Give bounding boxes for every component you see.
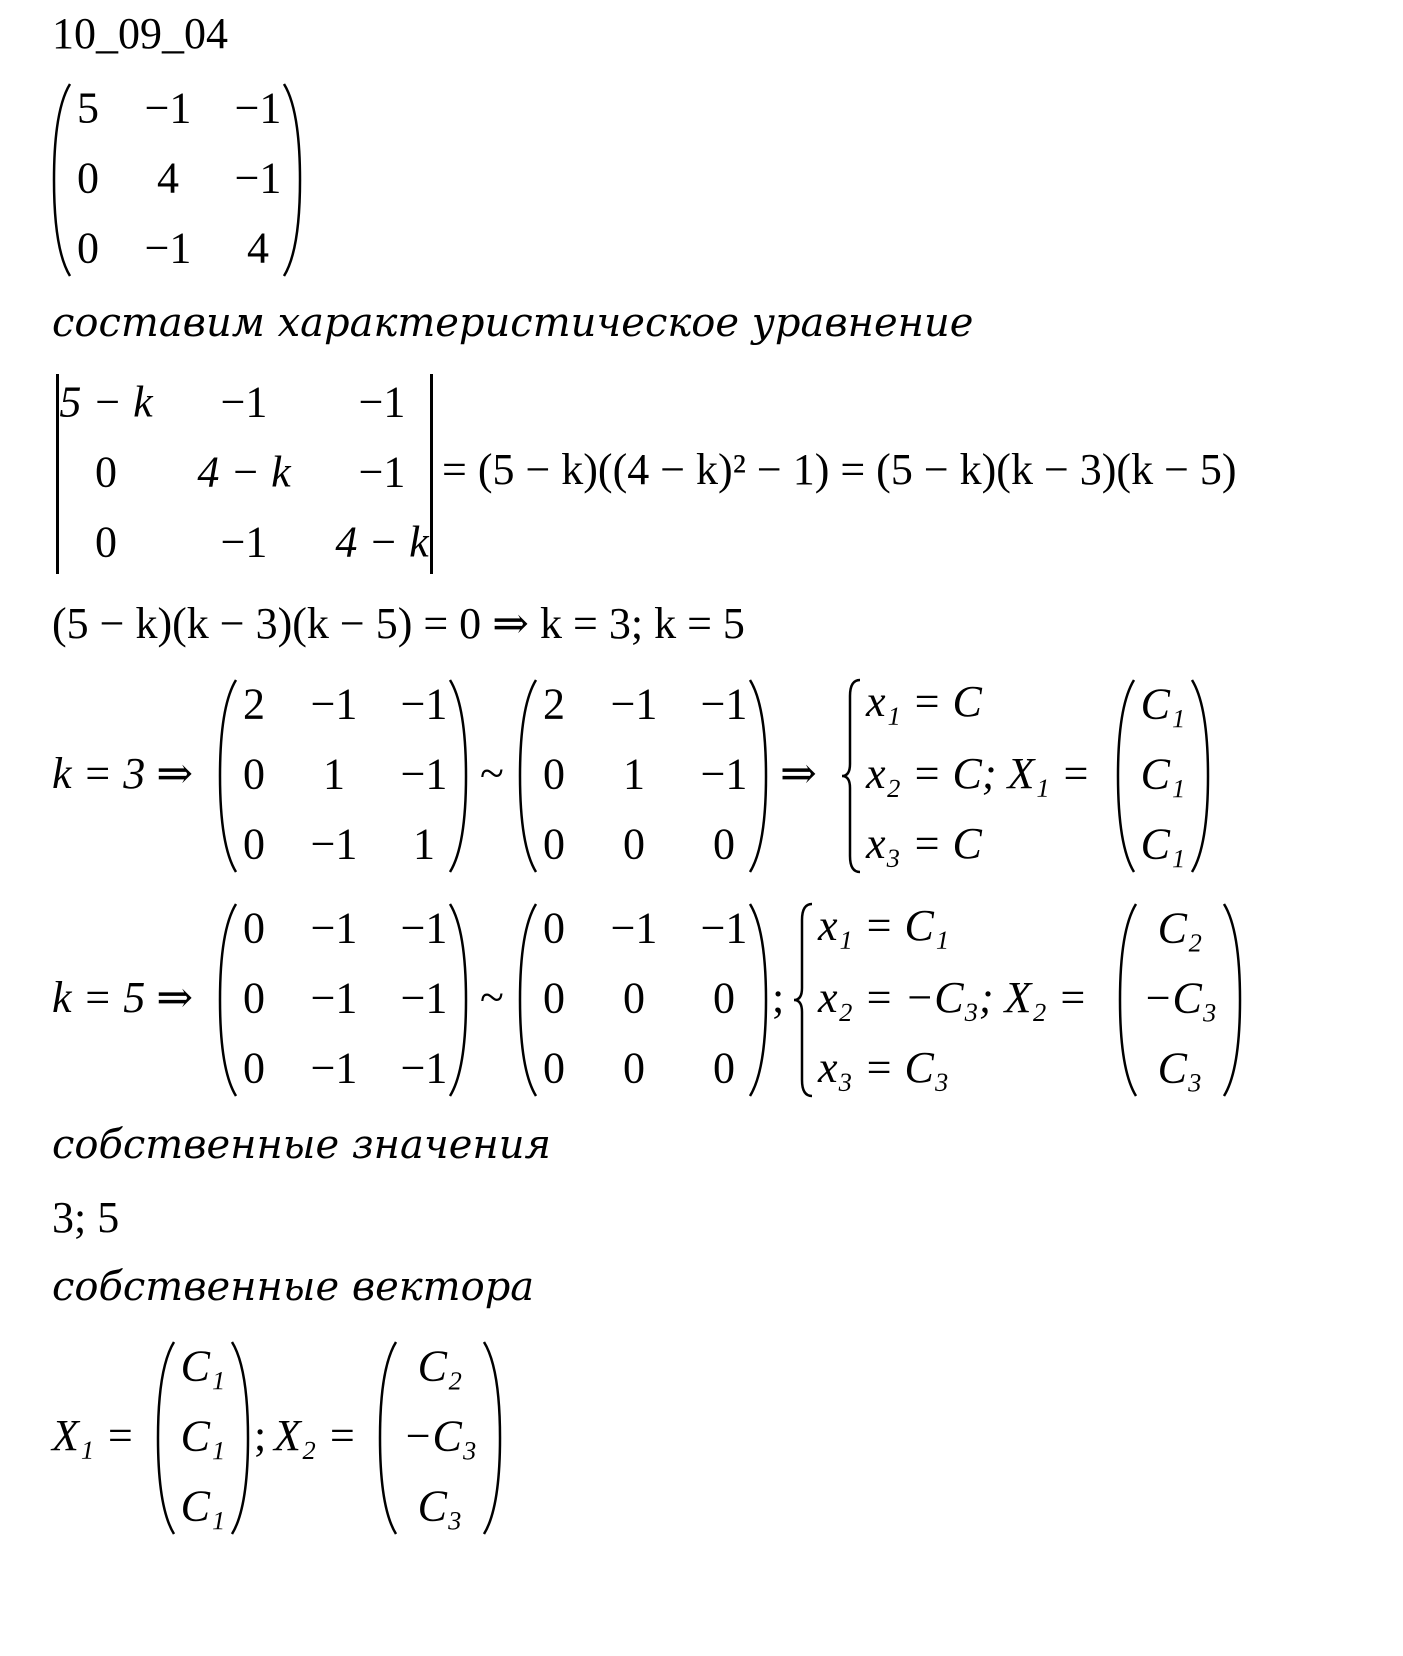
roots-line: (5 − k)(k − 3)(k − 5) = 0 ⇒ k = 3; k = 5 <box>52 599 745 648</box>
cell: −1 <box>400 749 448 799</box>
implies-1: ⇒ <box>780 749 817 798</box>
final-x1-vector <box>156 1338 250 1538</box>
cell: C₃ <box>1157 1043 1203 1093</box>
left-paren <box>1116 676 1136 876</box>
cell: 0 <box>243 749 265 799</box>
case1-matrix-2 <box>518 676 768 876</box>
cell: 0 <box>623 973 645 1023</box>
cell: 0 <box>77 153 99 203</box>
title: 10_09_04 <box>52 9 228 58</box>
eigenvectors-label: собственные вектора <box>52 1264 535 1310</box>
brace-1 <box>840 676 864 876</box>
left-paren <box>52 80 72 280</box>
cell: 1 <box>623 749 645 799</box>
left-paren <box>218 900 238 1100</box>
step-characteristic-text: составим характеристическое уравнение <box>52 300 974 346</box>
left-paren <box>218 676 238 876</box>
final-x1-label: X₁ = <box>52 1411 135 1460</box>
cell: −1 <box>220 377 268 427</box>
cell: −1 <box>310 819 358 869</box>
cell: 1 <box>413 819 435 869</box>
cell: −1 <box>234 153 282 203</box>
cell: −1 <box>400 903 448 953</box>
cell: 0 <box>243 819 265 869</box>
left-paren <box>378 1338 398 1538</box>
cell: −1 <box>234 83 282 133</box>
case1-sys-3: x₃ = C <box>866 819 982 868</box>
left-paren <box>156 1338 176 1538</box>
cell: 0 <box>623 819 645 869</box>
final-separator: ; <box>254 1411 267 1460</box>
cell: 2 <box>243 679 265 729</box>
tilde-2: ~ <box>480 973 504 1022</box>
right-paren <box>448 676 468 876</box>
case2-lhs: k = 5 ⇒ <box>52 973 194 1022</box>
cell: 0 <box>543 819 565 869</box>
cell: 0 <box>713 973 735 1023</box>
case2-matrix-2 <box>518 900 768 1100</box>
cell: −1 <box>358 377 406 427</box>
cell: −1 <box>400 679 448 729</box>
right-paren <box>482 1338 502 1538</box>
cell: −1 <box>400 973 448 1023</box>
case1-lhs: k = 3 ⇒ <box>52 749 194 798</box>
cell: 0 <box>543 973 565 1023</box>
eigenvalues-label: собственные значения <box>52 1122 552 1168</box>
cell: C₁ <box>180 1341 226 1391</box>
cell: C₁ <box>180 1411 226 1461</box>
cell: C₃ <box>417 1481 463 1531</box>
right-paren <box>448 900 468 1100</box>
right-paren <box>1222 900 1242 1100</box>
cell: 4 − k <box>197 447 291 497</box>
cell: −C₃ <box>1142 973 1218 1023</box>
cell: −1 <box>144 223 192 273</box>
det-expansion: = (5 − k)((4 − k)² − 1) = (5 − k)(k − 3)(k − 5) <box>442 445 1237 494</box>
case2-vector <box>1118 900 1242 1100</box>
matrix-a <box>52 80 302 280</box>
cell: −1 <box>310 973 358 1023</box>
cell: C₁ <box>180 1481 226 1531</box>
cell: 0 <box>623 1043 645 1093</box>
right-paren <box>230 1338 250 1538</box>
brace-2 <box>792 900 816 1100</box>
cell: 4 <box>157 153 179 203</box>
cell: C₂ <box>417 1341 463 1391</box>
case2-sys-3: x₃ = C₃ <box>818 1043 950 1092</box>
cell: 0 <box>243 973 265 1023</box>
cell: 0 <box>95 447 117 497</box>
cell: 0 <box>95 517 117 567</box>
cell: 0 <box>543 903 565 953</box>
final-x2-label: X₂ = <box>274 1411 357 1460</box>
cell: 4 − k <box>335 517 429 567</box>
left-paren <box>518 900 538 1100</box>
right-paren <box>748 676 768 876</box>
case1-matrix-1 <box>218 676 468 876</box>
cell: 0 <box>543 749 565 799</box>
tilde-1: ~ <box>480 749 504 798</box>
right-paren <box>748 900 768 1100</box>
cell: 0 <box>713 819 735 869</box>
cell: −1 <box>358 447 406 497</box>
cell: 4 <box>247 223 269 273</box>
case1-vector <box>1116 676 1210 876</box>
cell: C₁ <box>1140 749 1186 799</box>
right-paren <box>1190 676 1210 876</box>
cell: −1 <box>700 903 748 953</box>
case2-sys-2: x₂ = −C₃; X₂ = <box>818 973 1088 1022</box>
determinant <box>52 372 437 577</box>
cell: 0 <box>243 903 265 953</box>
cell: 0 <box>77 223 99 273</box>
semicolon-2: ; <box>772 973 785 1022</box>
case1-sys-1: x₁ = C <box>866 677 982 726</box>
cell: −1 <box>610 903 658 953</box>
cell: 2 <box>543 679 565 729</box>
cell: 5 <box>77 83 99 133</box>
det-right-bar <box>430 374 433 574</box>
cell: −1 <box>220 517 268 567</box>
cell: −1 <box>310 903 358 953</box>
eigenvalues-value: 3; 5 <box>52 1193 120 1242</box>
cell: C₂ <box>1157 903 1203 953</box>
case2-matrix-1 <box>218 900 468 1100</box>
cell: −1 <box>700 749 748 799</box>
cell: C₁ <box>1140 819 1186 869</box>
cell: −1 <box>400 1043 448 1093</box>
left-paren <box>1118 900 1138 1100</box>
cell: −1 <box>310 1043 358 1093</box>
cell: −1 <box>310 679 358 729</box>
cell: 1 <box>323 749 345 799</box>
cell: C₁ <box>1140 679 1186 729</box>
case2-sys-1: x₁ = C₁ <box>818 901 950 950</box>
cell: 0 <box>713 1043 735 1093</box>
cell: −1 <box>610 679 658 729</box>
cell: −1 <box>700 679 748 729</box>
left-paren <box>518 676 538 876</box>
cell: −C₃ <box>402 1411 478 1461</box>
cell: 0 <box>543 1043 565 1093</box>
final-x2-vector <box>378 1338 502 1538</box>
case1-sys-2: x₂ = C; X₁ = <box>866 749 1091 798</box>
cell: 5 − k <box>59 377 153 427</box>
cell: −1 <box>144 83 192 133</box>
cell: 0 <box>243 1043 265 1093</box>
right-paren <box>282 80 302 280</box>
